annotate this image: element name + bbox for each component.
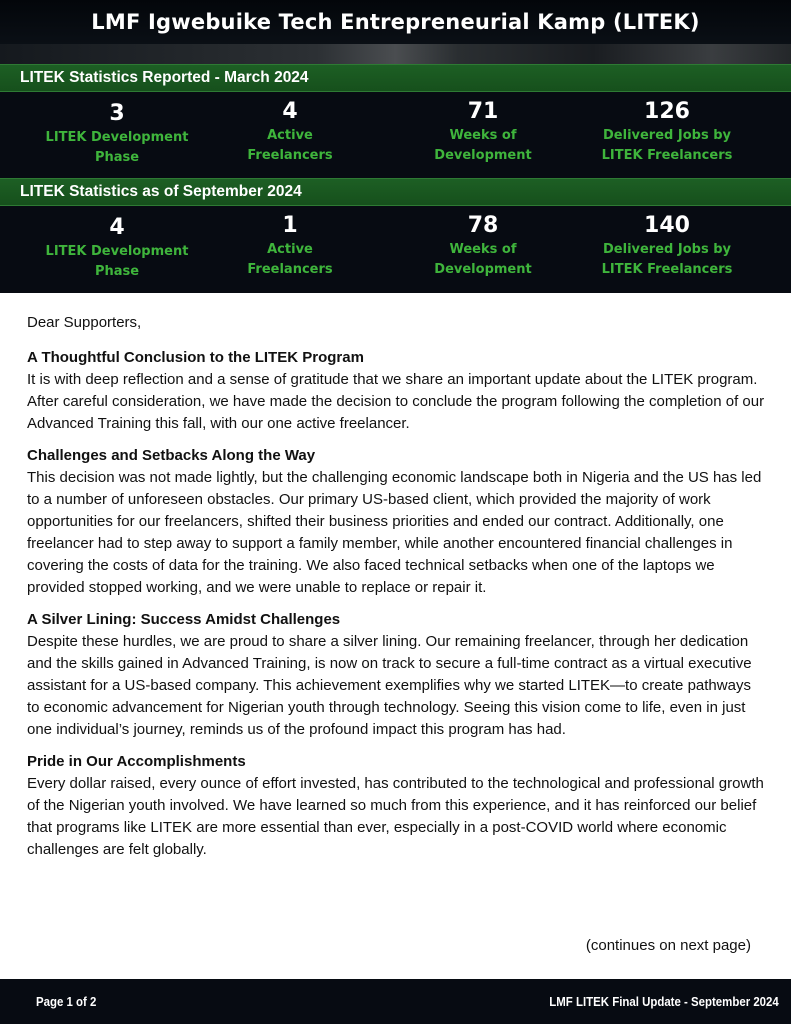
stat-label: Active (267, 242, 313, 257)
section-accomplishments (27, 751, 767, 861)
stat-delivered-jobs (586, 98, 748, 166)
page-number: Page 1 of 2 (36, 994, 97, 1009)
stats-march-row (0, 92, 791, 178)
stat-value: 140 (644, 213, 690, 238)
section-conclusion (27, 347, 767, 435)
section-heading: Pride in Our Accomplishments (27, 753, 246, 770)
continues-note: (continues on next page) (585, 937, 751, 954)
stat-label: Development (434, 148, 532, 163)
stats-september-heading (0, 178, 791, 206)
title-bar (0, 0, 791, 44)
stat-value: 4 (109, 215, 125, 240)
stat-label: Weeks of (449, 128, 517, 143)
stat-label: Freelancers (247, 148, 333, 163)
stat-active-freelancers (222, 98, 358, 166)
section-paragraph: Despite these hurdles, we are proud to share a silver lining. Our remaining freelancer, through her dedication and the skills gained in Advanced Training, is now on track to secure a full-time contract as a virtual executive assistant for a US-based company. This achievement exemplifies why we started LITEK—to create pathways to economic advancement for Nigerian youth through technology. Seeing this vision come to life, even in just one individual’s journey, reminds us of the profound impact this program has had. (27, 633, 752, 738)
stat-value: 3 (109, 101, 125, 126)
stats-march-heading (0, 64, 791, 92)
stat-label: Phase (94, 150, 140, 165)
stat-label: Active (267, 128, 313, 143)
footer (0, 979, 791, 1024)
stat-label: Weeks of (449, 242, 517, 257)
section-silver-lining (27, 609, 767, 741)
footer-doc-title: LMF LITEK Final Update - September 2024 (549, 994, 779, 1009)
stat-value: 1 (282, 213, 298, 238)
section-paragraph: This decision was not made lightly, but the challenging economic landscape both in Nigeria and the US has led to a number of unforeseen obstacles. Our primary US-based client, which provided the majority of work opportunities for our freelancers, shifted their business priorities and ended our contract. Additionally, one freelancer had to step away to support a family member, while another encountered financial challenges in covering the costs of data for the training. We also faced technical setbacks when one of the laptops we provided stopped working, and we were unable to replace or repair it. (27, 469, 762, 596)
stat-value: 71 (467, 99, 499, 124)
letter-body (27, 312, 767, 871)
stat-label: Freelancers (247, 262, 333, 277)
stat-label: Delivered Jobs by (603, 242, 731, 257)
stats-september-row (0, 206, 791, 292)
section-heading: A Thoughtful Conclusion to the LITEK Program (27, 349, 364, 366)
stat-value: 78 (467, 213, 499, 238)
section-challenges (27, 445, 767, 599)
section-paragraph: Every dollar raised, every ounce of effort invested, has contributed to the technological and professional growth of the Nigerian youth involved. We have learned so much from this experience, and it has reinforced our belief that programs like LITEK are more essential than ever, especially in a post-COVID world where economic challenges are felt globally. (27, 775, 764, 858)
section-heading: A Silver Lining: Success Amidst Challenges (27, 611, 341, 628)
stats-march-heading-text: LITEK Statistics Reported - March 2024 (20, 69, 309, 86)
stat-label: LITEK Freelancers (601, 262, 733, 277)
stat-label: Phase (94, 264, 140, 279)
stat-weeks-development (404, 98, 562, 166)
stat-development-phase (36, 214, 198, 282)
section-heading: Challenges and Setbacks Along the Way (27, 447, 316, 464)
stat-delivered-jobs (586, 212, 748, 280)
salutation: Dear Supporters, (27, 314, 142, 331)
stat-value: 126 (644, 99, 690, 124)
header-banner (0, 0, 791, 293)
stat-label: Delivered Jobs by (603, 128, 731, 143)
photo-strip (0, 44, 791, 64)
stat-label: LITEK Development (45, 244, 189, 259)
stat-label: Development (434, 262, 532, 277)
section-paragraph: It is with deep reflection and a sense of gratitude that we share an important update about the LITEK program. After careful consideration, we have made the decision to conclude the program following the completion of our Advanced Training this fall, with our one active freelancer. (27, 371, 765, 432)
stat-value: 4 (282, 99, 298, 124)
stat-development-phase (36, 100, 198, 168)
page-title: LMF Igwebuike Tech Entrepreneurial Kamp (LITEK) (91, 10, 700, 34)
stats-september-heading-text: LITEK Statistics as of September 2024 (20, 183, 302, 200)
stat-weeks-development (404, 212, 562, 280)
stat-label: LITEK Development (45, 130, 189, 145)
stat-label: LITEK Freelancers (601, 148, 733, 163)
stat-active-freelancers (222, 212, 358, 280)
